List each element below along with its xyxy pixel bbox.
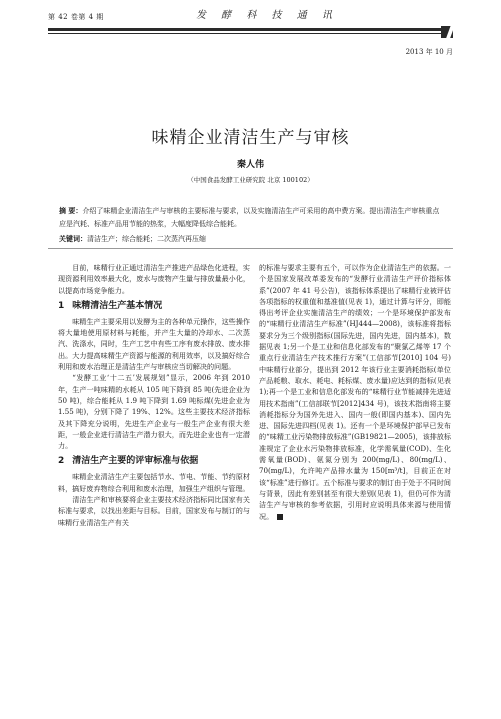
running-header: [0, 0, 501, 56]
end-mark: [277, 514, 283, 520]
issue-date: 2013 年 10 月: [405, 48, 453, 56]
paragraph: 清洁生产和审核要将企业主要技术经济指标同比国家有关标准与要求，以找出差距与目标。目前，国家发布与制订的与味精行业清洁生产有关: [58, 495, 250, 527]
paragraph: 味精企业清洁生产主要包括节水、节电、节能、节约原材料，搞好废弃物综合利用和废水治理，加强生产组织与管理。: [58, 472, 250, 493]
keywords: [59, 233, 444, 245]
journal-name: 发 酵 科 技 通 讯: [196, 10, 338, 21]
paragraph: 目前，味精行业正通过清洁生产推进产品绿色化进程，实现资源利用效率最大化，废水与废物产生量与排放量最小化，以提高市场竞争能力。: [58, 263, 250, 295]
paragraph: 味精生产主要采用以发酵为主的各种单元操作，这些操作将大量地使用原材料与耗能，并产生大量的冷却水、二次蒸汽、洗涤水，同时，生产工艺中有些工序有废水排放、废水排出。大力提高味精生产资源与能源的利用效率，以及搞好综合利用和废水治理正是清洁生产与审核应当切解决的问题。: [58, 316, 250, 372]
abstract-divider: [48, 248, 453, 249]
article-title: 味精企业清洁生产与审核: [151, 128, 350, 148]
right-column: [259, 262, 451, 522]
section-title: 味精清洁生产基本情况: [72, 300, 163, 311]
affiliation: （中国食品发酵工业研究院 北京 100102）: [187, 176, 314, 184]
paragraph-text: 的标准与要求主要有五个，可以作为企业清洁生产的依据。一个是国家发展改革委发布的“发酵行业清洁生产评价指标体系”(2007 年 41 号公告)，该指标体系提出了味精行业被评估各项指标的权重值和基准值(见表 1)，通过计算与评分，即能得出考评企业实施清洁生产的绩效；一个是环境保护部发布的“味精行业清洁生产标准”(HJ444—2008)，该标准将指标要求分为三个级别指标(国际先进，国内先进，国内基本)，数据见表 1;另一个是工业和信息化部发布的“聚氯乙烯等 17 个重点行业清洁生产技术推行方案”(工信部节[2010] 104 号)中味精行业部分，提出到 2012 年该行业主要消耗指标(单位产品耗粮、取水、耗电、耗标煤、废水量)应达到的指标(见表 1);再一个是工业和信息化部发布的“味精行业节能减排先进适用技术指南”(工信部联节[2012]434 号)，该技术指南将主要消耗指标分为国外先进入、国内一般(即国内基本)、国内先进、国际先进四档(见表 1)。还有一个是环境保护部早已发布的“味精工业污染物排放标准”(GB19821—2005)，该排放标准规定了企业水污染物排放标准，化学需氧量(COD)、生化需氧量(BOD)、氨氮分别为 200(mg/L)、80(mg/L)、70(mg/L)，允许吨产品排水量为 150[m³/t]，目前正在对该“标准”进行修订。五个标准与要求的制订由于处于不同时间与背景，因此有差别甚至有很大差别(见表 1)，但仍可作为清洁生产与审核的参考依据，引用时应说明具体来源与使用情况。: [259, 263, 451, 521]
author: 秦人伟: [236, 160, 264, 170]
abstract-text: 介绍了味精企业清洁生产与审核的主要标准与要求，以及实施清洁生产可采用的高中费方案。提出清洁生产审核重点应是汽耗、标准产品用节能的热浆，大幅度降低综合能耗。: [59, 207, 440, 228]
paragraph: “发酵工业‘十二五’发展规划”显示，2006 年到 2010 年，生产一吨味精的水耗从 105 吨下降到 85 吨(先进企业为 50 吨)，综合能耗从 1.9 吨下降到 1.69 吨标煤(先进企业为 1.55 吨)，分别下降了 19%、12%。这些主要技术经济指标及其下降充分说明，先进生产企业与一般生产企业有很大差距，一般企业进行清洁生产潜力很大，而先进企业也有一定潜力。: [58, 373, 250, 451]
section-number: 2: [58, 456, 65, 467]
header-rule-thick: [48, 28, 448, 31]
abstract: [59, 205, 444, 231]
abstract-label: 摘 要：: [59, 207, 83, 215]
volume-issue: 第 42 卷第 4 期: [48, 13, 104, 21]
keywords-text: 清洁生产；综合能耗；二次蒸汽再压缩: [87, 235, 206, 243]
section-number: 1: [58, 300, 65, 311]
header-rule-thin: [48, 33, 453, 34]
paragraph: [259, 262, 451, 522]
section-heading: [58, 299, 250, 313]
keywords-label: 关键词：: [59, 235, 87, 243]
section-title: 清洁生产主要的评审标准与依据: [72, 456, 199, 467]
section-heading: [58, 454, 250, 468]
left-column: [58, 262, 250, 528]
